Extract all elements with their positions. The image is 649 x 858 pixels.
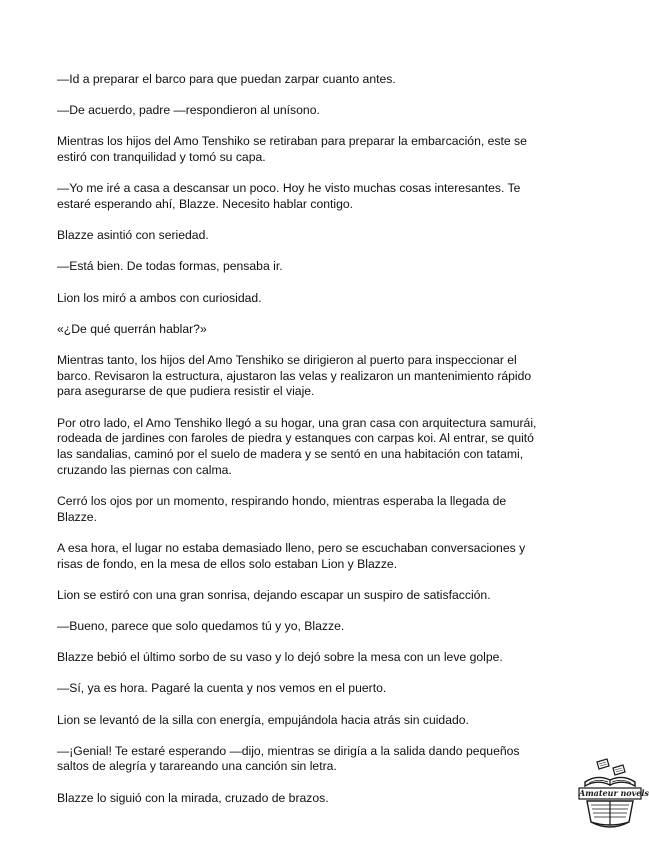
paragraph: —Sí, ya es hora. Pagaré la cuenta y nos vemos en el puerto.: [57, 681, 387, 696]
logo-text: Amateur novels: [579, 788, 649, 798]
paragraph: —Está bien. De todas formas, pensaba ir.: [57, 259, 283, 274]
paragraph: A esa hora, el lugar no estaba demasiado lleno, pero se escuchaban conversaciones y risas de fondo, en la mesa de ellos solo estaban Lion y Blazze.: [57, 540, 526, 571]
paragraph: Mientras tanto, los hijos del Amo Tenshiko se dirigieron al puerto para inspeccionar el barco. Revisaron la estructura, ajustaron las velas y realizaron un mantenimiento rápido para asegurarse de que pudiera resistir el viaje.: [57, 353, 532, 399]
text-body: [57, 72, 549, 822]
paragraph: Blazze asintió con seriedad.: [57, 228, 209, 243]
paragraph: Por otro lado, el Amo Tenshiko llegó a su hogar, una gran casa con arquitectura samurái, rodeada de jardines con faroles de piedra y estanques con carpas koi. Al entrar, se quitó las sandalias, caminó por el suelo de madera y se sentó en una habitación con tatami, cruzando las piernas con calma.: [57, 415, 537, 477]
paragraph: —Id a preparar el barco para que puedan zarpar cuanto antes.: [57, 72, 396, 86]
paragraph: Blazze bebió el último sorbo de su vaso y lo dejó sobre la mesa con un leve golpe.: [57, 650, 503, 665]
paragraph: «¿De qué querrán hablar?»: [57, 321, 207, 336]
paragraph: Mientras los hijos del Amo Tenshiko se retiraban para preparar la embarcación, este se estiró con tranquilidad y tomó su capa.: [57, 134, 527, 165]
paragraph: Cerró los ojos por un momento, respirando hondo, mientras esperaba la llegada de Blazze.: [57, 493, 507, 524]
paragraph: —Bueno, parece que solo quedamos tú y yo, Blazze.: [57, 618, 345, 633]
paragraph: Lion se estiró con una gran sonrisa, dejando escapar un suspiro de satisfacción.: [57, 587, 491, 602]
paragraph: —¡Genial! Te estaré esperando —dijo, mientras se dirigía a la salida dando pequeños saltos de alegría y tarareando una canción sin letra.: [57, 743, 520, 774]
paragraph: Lion se levantó de la silla con energía, empujándola hacia atrás sin cuidado.: [57, 712, 469, 727]
paragraph: Blazze lo siguió con la mirada, cruzado de brazos.: [57, 790, 329, 805]
paragraph: Lion los miró a ambos con curiosidad.: [57, 290, 262, 305]
paragraph: —De acuerdo, padre —respondieron al unísono.: [57, 103, 320, 118]
amateur-novels-logo: [577, 756, 649, 834]
paragraph: —Yo me iré a casa a descansar un poco. Hoy he visto muchas cosas interesantes. Te estaré esperando ahí, Blazze. Necesito hablar contigo.: [57, 181, 521, 212]
